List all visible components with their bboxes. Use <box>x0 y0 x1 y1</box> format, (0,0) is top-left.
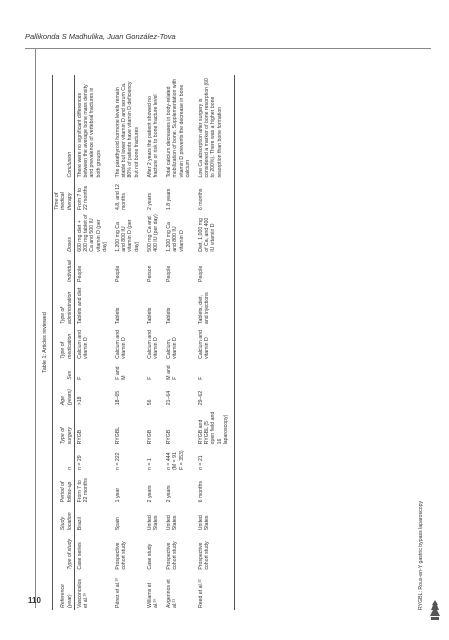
col-header: Type of study <box>53 532 75 571</box>
cell-therapy-time: 4,8, and 12 months <box>114 184 128 211</box>
cell-surgery: RYGBL <box>114 426 121 445</box>
cell-n: n = 21 <box>196 446 235 472</box>
cell-conclusion: After 2 years the patient showed no fracture or risk to bone fracture level <box>146 94 159 178</box>
col-header: Type of surgery <box>53 407 75 446</box>
articles-table <box>52 75 235 610</box>
cell-individual: Person <box>146 265 153 282</box>
cell-surgery: RYGB and RYGBL (5 open field and 16 laparoscopy) <box>196 407 235 446</box>
cell-sex: F <box>196 361 235 382</box>
cell-individual: People <box>76 265 83 282</box>
col-header: Age (years) <box>53 382 75 408</box>
cell-study-type: Prospective cohort study <box>165 541 179 570</box>
cell-medication: Calcium, vitamin D <box>165 337 179 359</box>
cell-sex: F <box>146 376 153 380</box>
cell-age: 21–64 <box>165 390 172 406</box>
header-rule <box>25 48 431 49</box>
cell-location: Brazil <box>76 517 83 531</box>
cell-surgery: RYGB <box>165 429 172 445</box>
col-header: Study location <box>53 504 75 532</box>
cell-follow-up: 1 year <box>114 487 121 503</box>
cell-follow-up: 6 months <box>196 472 235 504</box>
cell-medication: Calcium and vitamin D <box>146 330 159 359</box>
cell-location: Spain <box>114 516 121 531</box>
col-header: Type of administration <box>53 284 75 326</box>
cell-study-type: Case series <box>76 542 83 570</box>
cell-doses: 1,200 mg Ca and 800 IU vitamin D (per day) <box>114 219 140 252</box>
cell-therapy-time: 6 months <box>196 180 235 212</box>
col-header: Conclusion <box>53 75 75 180</box>
cell-individual: People <box>114 265 121 282</box>
table-row <box>145 75 164 610</box>
cell-follow-up: From 7 to 22 months <box>76 478 89 503</box>
cell-doses: Diet, 1,000 mg of Ca, and 400 IU vitamin D <box>196 212 235 254</box>
table-row <box>164 75 196 610</box>
cell-surgery: RYGB <box>76 429 83 445</box>
cell-study-type: Case study <box>146 543 153 570</box>
margin-rule <box>35 48 36 608</box>
cell-location: United States <box>165 515 179 531</box>
cell-follow-up: 2 years <box>146 485 153 503</box>
cell-age: 56 <box>146 399 153 406</box>
col-header: Time of medical therapy <box>53 180 75 212</box>
cell-sex: F and M <box>114 366 128 380</box>
col-header: Period of follow-up <box>53 472 75 504</box>
cell-sex: M and F <box>165 365 179 380</box>
cell-doses: 500 mg Ca and 400 IU (per day) <box>146 214 159 252</box>
cell-surgery: RYGB <box>146 429 153 445</box>
table-title: Table 1: Articles reviewed <box>42 312 48 373</box>
page-number: 110 <box>28 596 41 605</box>
cell-conclusion: The parathyroid hormone levels remain stable but lower vitamin D and serum Ca. 80% of patients have vitamin D deficiency but not bone fractures <box>114 81 140 178</box>
cell-n: n = 444 (M = 91 F = 353) <box>165 450 185 470</box>
running-header: Pallikonda S Madhulika, Juan González-Tova <box>25 32 176 41</box>
cell-individual: People <box>165 265 172 282</box>
cell-administration: Tablets <box>165 307 172 325</box>
col-header: Reference (year) <box>53 572 75 610</box>
cell-reference: Avgerinos et al.²¹ <box>165 579 179 608</box>
cell-administration: Tablets, diet, and injections <box>196 284 235 326</box>
cell-doses: 1,200 mg Ca and 800 IU vitamin D <box>165 222 185 252</box>
cell-administration: Tablets and diet <box>76 287 83 325</box>
table-row <box>75 75 114 610</box>
cell-medication: Calcium and vitamin D <box>114 330 128 359</box>
cell-doses: 600 mg diet + 200 mg tablet of Ca and 500 IU vitamin D (per day) <box>76 214 108 252</box>
cell-location: United States <box>146 515 159 531</box>
col-header: n <box>53 446 75 472</box>
cell-study-type: Prospective cohort study <box>196 532 235 571</box>
cell-location: United States <box>196 504 235 532</box>
cell-reference: Vasconcelos et al.¹⁶ <box>76 578 89 608</box>
table-footnote: RYGBL: Roux-en-Y gastric bypass laparoscopy <box>418 500 424 610</box>
cell-sex: F <box>76 376 83 380</box>
table-row <box>196 75 235 610</box>
cell-age: 18–65 <box>114 390 121 406</box>
cell-reference: Pérez et al.¹⁹ <box>114 577 121 608</box>
col-header: Doses <box>53 212 75 254</box>
cell-n: n = 1 <box>146 458 153 470</box>
cell-age: >18 <box>76 396 83 406</box>
rotated-table-region <box>40 75 430 610</box>
cell-follow-up: 2 years <box>165 485 172 503</box>
table-header-row <box>53 75 75 610</box>
col-header: Type of medication <box>53 326 75 361</box>
publisher-logo-icon <box>428 598 442 622</box>
cell-administration: Tablets <box>146 307 153 325</box>
cell-study-type: Prospective cohort study <box>114 541 128 570</box>
cell-n: n = 222 <box>114 452 121 470</box>
cell-therapy-time: 1.8 years <box>165 188 172 211</box>
cell-n: n = 29 <box>76 455 83 470</box>
cell-conclusion: Total calcium decreases in body-related mobilization of bone. Supplementation with vitamin D prevents the decrease in bone calcium <box>165 78 191 178</box>
cell-therapy-time: 2 years <box>146 193 153 211</box>
cell-medication: Calcium and vitamin D <box>76 330 89 359</box>
cell-administration: Tablets <box>114 307 121 325</box>
cell-conclusion: There were no significant differences between the average bone mass density and prevalence of vertebral fractures in both groups <box>76 84 102 178</box>
col-header: Individual <box>53 254 75 284</box>
cell-therapy-time: From 7 to 22 months <box>76 185 89 211</box>
cell-age: 29–62 <box>196 382 235 408</box>
table-row <box>113 75 145 610</box>
cell-reference: Williams et al.²⁰ <box>146 582 159 608</box>
cell-medication: Calcium and vitamin D <box>196 326 235 361</box>
cell-individual: People <box>196 254 235 284</box>
col-header: Sex <box>53 361 75 382</box>
cell-reference: Reed et al.²² <box>196 572 235 610</box>
cell-conclusion: Low Ca absorption after surgery is considered a marker of bone resorption (60 to 200%). There was a higher bone resorption than bone formation <box>196 75 235 180</box>
